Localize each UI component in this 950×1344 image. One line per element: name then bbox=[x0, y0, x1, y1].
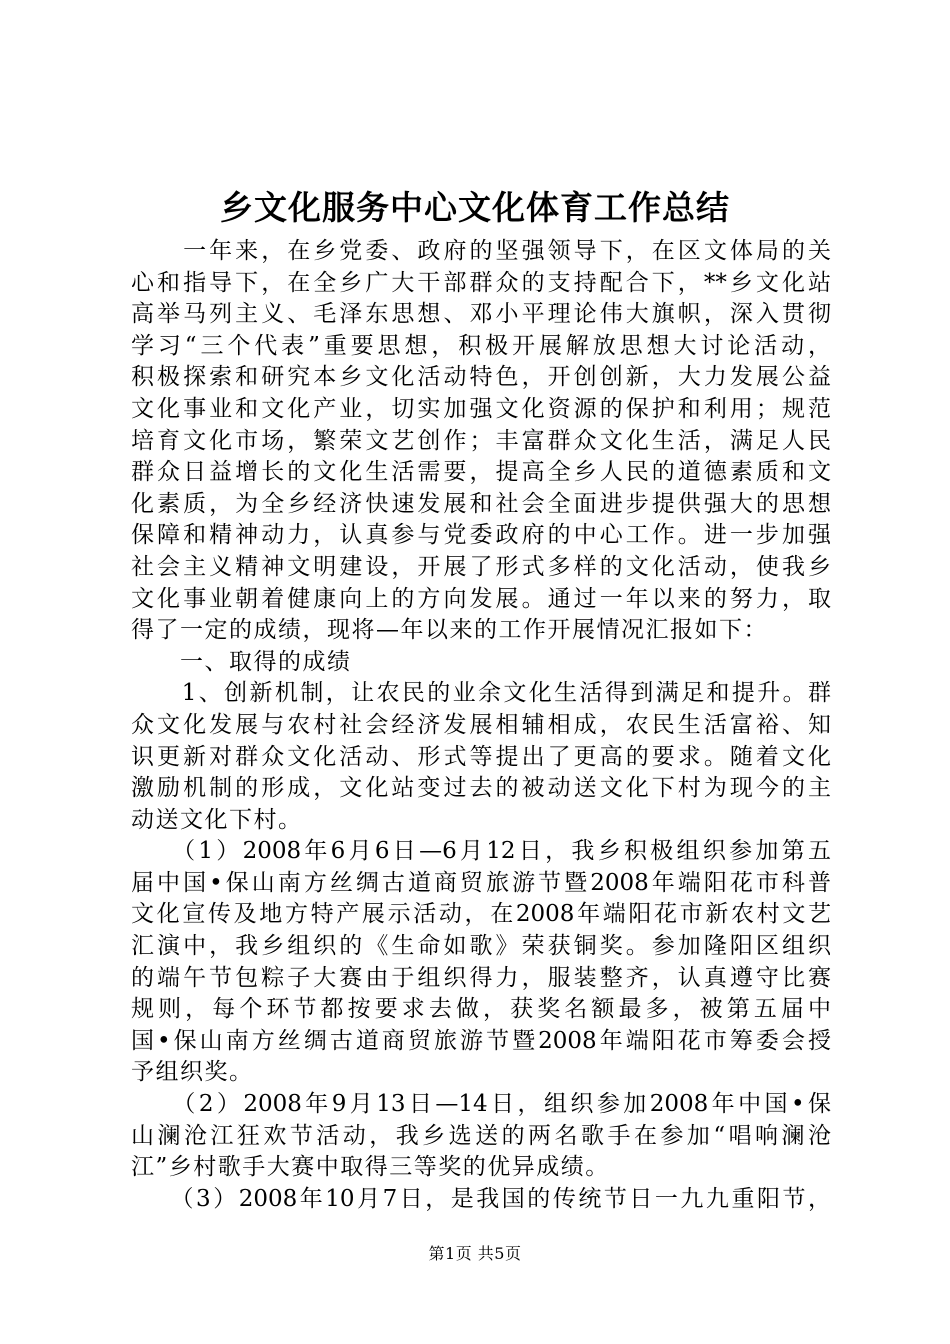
body-line: 积极探索和研究本乡文化活动特色，开创创新，大力发展公益 bbox=[131, 364, 831, 391]
body-line: 激励机制的形成，文化站变过去的被动送文化下村为现今的主 bbox=[131, 775, 831, 802]
body-line: 化素质，为全乡经济快速发展和社会全面进步提供强大的思想 bbox=[131, 490, 831, 517]
body-line: 文化宣传及地方特产展示活动，在2008年端阳花市新农村文艺 bbox=[131, 901, 831, 928]
body-line: 心和指导下，在全乡广大干部群众的支持配合下，**乡文化站 bbox=[131, 269, 831, 296]
body-line: 予组织奖。 bbox=[131, 1059, 254, 1086]
body-line: （1）2008年6月6日—6月12日，我乡积极组织参加第五 bbox=[131, 838, 831, 865]
body-line: 动送文化下村。 bbox=[131, 806, 303, 833]
body-line: 培育文化市场，繁荣文艺创作；丰富群众文化生活，满足人民 bbox=[131, 427, 831, 454]
body-line: 众文化发展与农村社会经济发展相辅相成，农民生活富裕、知 bbox=[131, 711, 831, 738]
body-line: 一年来，在乡党委、政府的坚强领导下，在区文体局的关 bbox=[131, 238, 831, 264]
document-title: 乡文化服务中心文化体育工作总结 bbox=[220, 188, 730, 227]
body-line: （2）2008年9月13日—14日，组织参加2008年中国•保 bbox=[131, 1091, 831, 1118]
body-line: 社会主义精神文明建设，开展了形式多样的文化活动，使我乡 bbox=[131, 553, 831, 580]
body-line: （3）2008年10月7日，是我国的传统节日一九九重阳节， bbox=[131, 1185, 831, 1212]
body-line: 得了一定的成绩，现将—年以来的工作开展情况汇报如下： bbox=[131, 617, 768, 644]
body-line: 学习“三个代表”重要思想，积极开展解放思想大讨论活动， bbox=[131, 332, 831, 359]
document-body bbox=[131, 236, 831, 1215]
body-line: 届中国•保山南方丝绸古道商贸旅游节暨2008年端阳花市科普 bbox=[131, 869, 831, 896]
body-line: 汇演中，我乡组织的《生命如歌》荣获铜奖。参加隆阳区组织 bbox=[131, 933, 831, 960]
body-line: 国•保山南方丝绸古道商贸旅游节暨2008年端阳花市筹委会授 bbox=[131, 1027, 831, 1054]
body-line: 山澜沧江狂欢节活动，我乡选送的两名歌手在参加“唱响澜沧 bbox=[131, 1122, 831, 1149]
body-line: 1、创新机制，让农民的业余文化生活得到满足和提升。群 bbox=[131, 680, 831, 707]
body-line: 高举马列主义、毛泽东思想、邓小平理论伟大旗帜，深入贯彻 bbox=[131, 301, 831, 328]
section-heading: 一、取得的成绩 bbox=[131, 648, 352, 675]
body-line: 群众日益增长的文化生活需要，提高全乡人民的道德素质和文 bbox=[131, 459, 831, 486]
body-line: 的端午节包粽子大赛由于组织得力，服装整齐，认真遵守比赛 bbox=[131, 964, 831, 991]
body-line: 江”乡村歌手大赛中取得三等奖的优异成绩。 bbox=[131, 1154, 610, 1181]
body-line: 识更新对群众文化活动、形式等提出了更高的要求。随着文化 bbox=[131, 743, 831, 770]
body-line: 保障和精神动力，认真参与党委政府的中心工作。进一步加强 bbox=[131, 522, 831, 549]
page-number: 第1页 共5页 bbox=[428, 1244, 522, 1263]
body-line: 文化事业朝着健康向上的方向发展。通过一年以来的努力，取 bbox=[131, 585, 831, 612]
body-line: 文化事业和文化产业，切实加强文化资源的保护和利用；规范 bbox=[131, 395, 831, 422]
body-line: 规则，每个环节都按要求去做，获奖名额最多，被第五届中 bbox=[131, 996, 831, 1023]
